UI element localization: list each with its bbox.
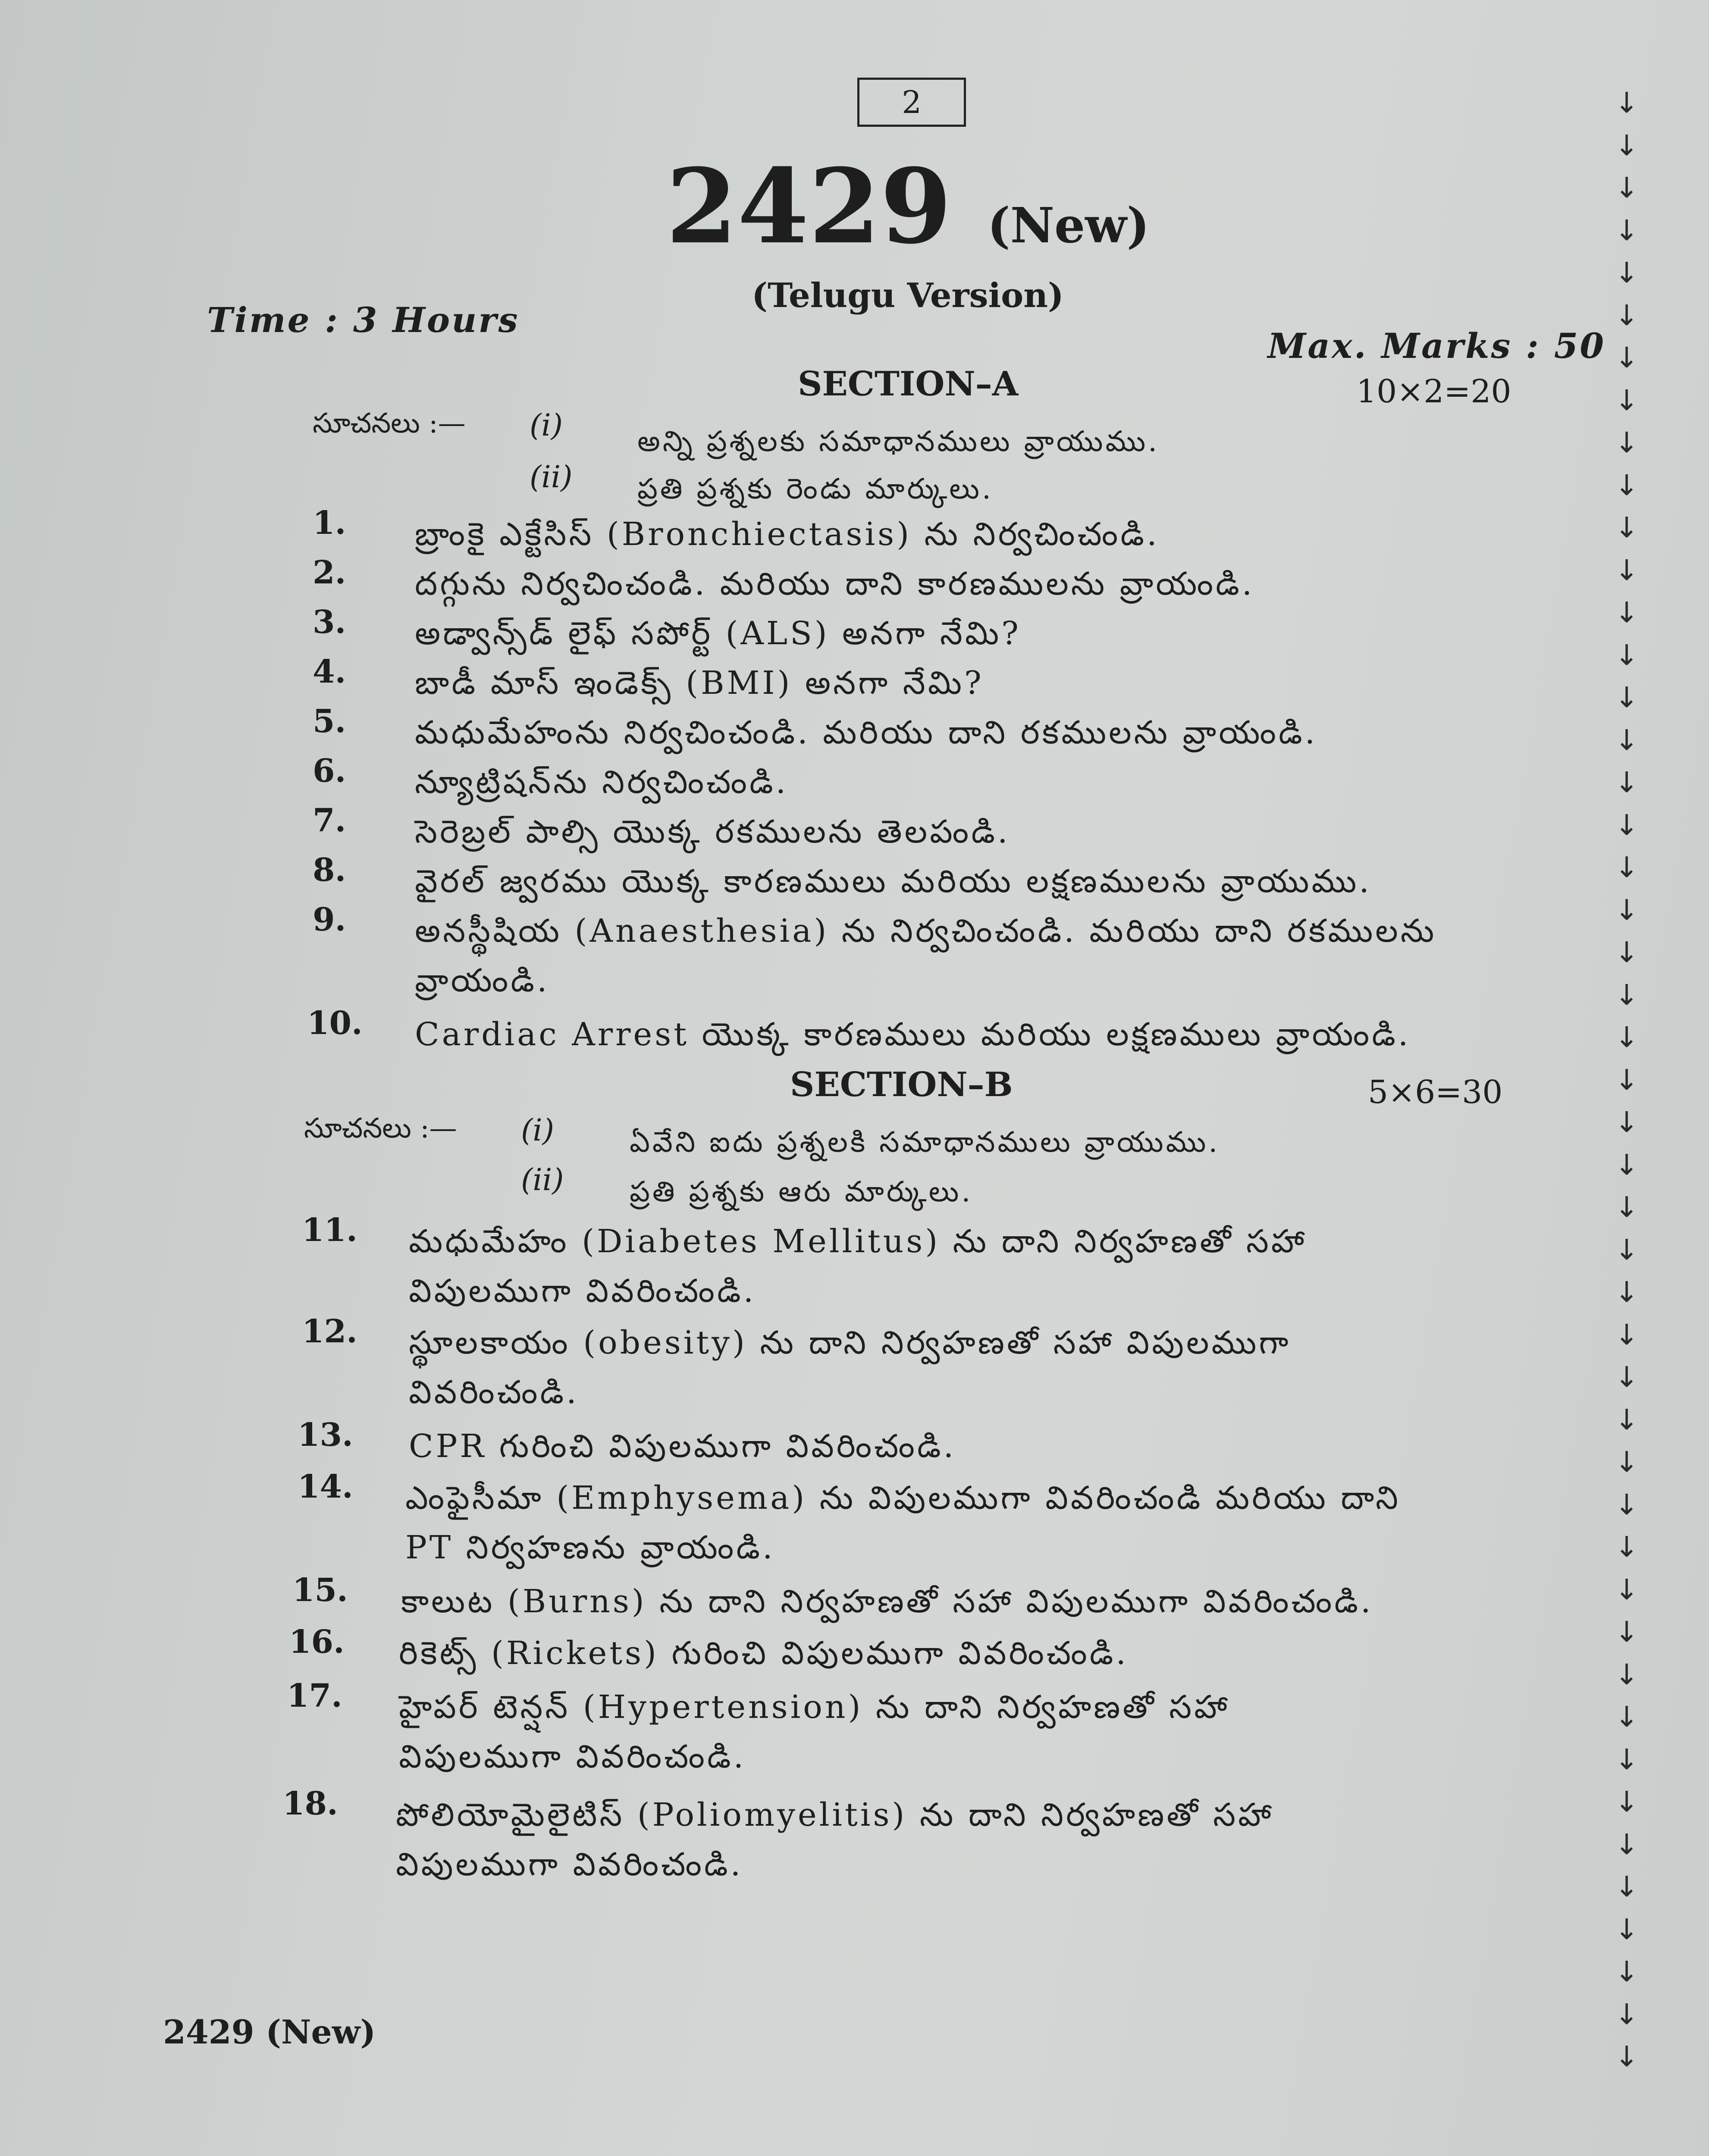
down-arrow-icon: ↓ [1615, 851, 1639, 884]
down-arrow-icon: ↓ [1615, 1997, 1639, 2031]
down-arrow-icon: ↓ [1615, 511, 1639, 544]
down-arrow-icon: ↓ [1615, 1573, 1639, 1606]
question-text: విపులముగా వివరించండి. [399, 1738, 746, 1775]
down-arrow-icon: ↓ [1615, 1063, 1639, 1097]
question-text: స్థూలకాయం (obesity) ను దాని నిర్వహణతో సహా విపులముగా [409, 1324, 1291, 1361]
section-a-title: SECTION–A [798, 364, 1019, 404]
question-text: వైరల్ జ్వరము యొక్క కారణములు మరియు లక్షణములను వ్రాయుము. [415, 863, 1372, 900]
question-text: అడ్వాన్స్‌డ్ లైఫ్ సపోర్ట్ (ALS) అనగా నేమి? [415, 615, 1021, 652]
paper-variant: (New) [987, 197, 1150, 254]
section-b-marks: 5×6=30 [1368, 1074, 1503, 1111]
down-arrow-icon: ↓ [1615, 298, 1639, 332]
instruction-text: ప్రతి ప్రశ్నకు రెండు మార్కులు. [637, 472, 994, 505]
question-text: విపులముగా వివరించండి. [409, 1272, 756, 1310]
question-number: 8. [313, 852, 346, 889]
question-text: PT నిర్వహణను వ్రాయండి. [405, 1529, 775, 1566]
question-text: మధుమేహంను నిర్వచించండి. మరియు దాని రకములను వ్రాయండి. [415, 714, 1318, 751]
down-arrow-icon: ↓ [1615, 596, 1639, 629]
question-text: సెరెబ్రల్ పాల్సి యొక్క రకములను తెలపండి. [415, 813, 1010, 850]
down-arrow-icon: ↓ [1615, 1912, 1639, 1946]
question-text: న్యూట్రిషన్‌ను నిర్వచించండి. [415, 764, 789, 801]
down-arrow-icon: ↓ [1615, 468, 1639, 502]
down-arrow-icon: ↓ [1615, 1233, 1639, 1266]
page-number-box: 2 [857, 78, 966, 127]
question-text: పోలియోమైలైటిస్ (Poliomyelitis) ను దాని నిర్వహణతో సహా [396, 1796, 1274, 1833]
instruction-text: ప్రతి ప్రశ్నకు ఆరు మార్కులు. [630, 1175, 973, 1208]
down-arrow-icon: ↓ [1615, 1148, 1639, 1181]
down-arrow-icon: ↓ [1615, 1615, 1639, 1648]
question-text: హైపర్ టెన్షన్ (Hypertension) ను దాని నిర్వహణతో సహా [399, 1689, 1230, 1726]
question-number: 18. [282, 1785, 338, 1822]
down-arrow-icon: ↓ [1615, 256, 1639, 289]
question-number: 14. [298, 1468, 353, 1505]
instructions-label: సూచనలు :— [304, 1112, 457, 1144]
down-arrow-icon: ↓ [1615, 936, 1639, 969]
down-arrow-icon: ↓ [1615, 171, 1639, 204]
question-number: 15. [292, 1572, 348, 1609]
question-number: 3. [313, 604, 346, 641]
instruction-roman: (ii) [530, 459, 573, 495]
down-arrow-icon: ↓ [1615, 893, 1639, 927]
question-text: CPR గురించి విపులముగా వివరించండి. [409, 1428, 956, 1465]
down-arrow-icon: ↓ [1615, 1827, 1639, 1861]
question-number: 9. [313, 901, 346, 938]
question-text: విపులముగా వివరించండి. [396, 1846, 743, 1883]
down-arrow-icon: ↓ [1615, 1700, 1639, 1733]
instruction-text: ఏవేని ఐదు ప్రశ్నలకి సమాధానములు వ్రాయుము. [630, 1125, 1220, 1159]
question-text: వ్రాయండి. [415, 962, 550, 999]
down-arrow-icon: ↓ [1615, 1106, 1639, 1139]
down-arrow-icon: ↓ [1615, 1785, 1639, 1818]
question-text: మధుమేహం (Diabetes Mellitus) ను దాని నిర్వహణతో సహా [409, 1223, 1307, 1260]
language-version: (Telugu Version) [752, 276, 1064, 315]
question-text: దగ్గును నిర్వచించండి. మరియు దాని కారణములను వ్రాయండి. [415, 565, 1255, 602]
down-arrow-icon: ↓ [1615, 1403, 1639, 1436]
down-arrow-icon: ↓ [1615, 808, 1639, 842]
down-arrow-icon: ↓ [1615, 638, 1639, 672]
down-arrow-icon: ↓ [1615, 1658, 1639, 1691]
question-number: 6. [313, 752, 346, 790]
question-number: 2. [313, 554, 346, 591]
down-arrow-icon: ↓ [1615, 383, 1639, 417]
question-number: 16. [289, 1623, 345, 1661]
footer-paper-code: 2429 (New) [163, 2013, 376, 2051]
down-arrow-icon: ↓ [1615, 1742, 1639, 1776]
down-arrow-icon: ↓ [1615, 1275, 1639, 1309]
down-arrow-icon: ↓ [1615, 1870, 1639, 1903]
down-arrow-icon: ↓ [1615, 978, 1639, 1012]
down-arrow-icon: ↓ [1615, 128, 1639, 162]
question-number: 5. [313, 703, 346, 740]
down-arrow-icon: ↓ [1615, 213, 1639, 247]
down-arrow-icon: ↓ [1615, 86, 1639, 119]
question-text: ఎంఫైసీమా (Emphysema) ను విపులముగా వివరించండి మరియు దాని [405, 1479, 1401, 1517]
section-a-marks: 10×2=20 [1356, 373, 1511, 410]
down-arrow-icon: ↓ [1615, 681, 1639, 714]
question-text: వివరించండి. [409, 1374, 579, 1411]
question-text: రికెట్స్ (Rickets) గురించి విపులముగా వివరించండి. [399, 1635, 1129, 1672]
question-text: Cardiac Arrest యొక్క కారణములు మరియు లక్షణములు వ్రాయండి. [415, 1016, 1411, 1053]
question-number: 10. [307, 1005, 363, 1042]
max-marks: Max. Marks : 50 [1267, 326, 1606, 366]
down-arrow-icon: ↓ [1615, 1530, 1639, 1564]
down-arrow-icon: ↓ [1615, 2040, 1639, 2073]
question-number: 13. [298, 1416, 353, 1454]
question-text: బ్రాంకై ఎక్టేసిస్ (Bronchiectasis) ను నిర్వచించండి. [415, 516, 1160, 553]
paper-code: 2429 [666, 147, 952, 267]
down-arrow-icon: ↓ [1615, 553, 1639, 587]
instructions-label: సూచనలు :— [313, 407, 466, 439]
question-text: అనస్థీషియ (Anaesthesia) ను నిర్వచించండి. మరియు దాని రకములను [415, 912, 1437, 950]
question-text: బాడీ మాస్ ఇండెక్స్ (BMI) అనగా నేమి? [415, 664, 984, 702]
down-arrow-icon: ↓ [1615, 766, 1639, 799]
down-arrow-icon: ↓ [1615, 1360, 1639, 1394]
paper-code-title [0, 147, 1709, 267]
down-arrow-icon: ↓ [1615, 341, 1639, 374]
down-arrow-icon: ↓ [1615, 1488, 1639, 1521]
down-arrow-icon: ↓ [1615, 1191, 1639, 1224]
down-arrow-icon: ↓ [1615, 1445, 1639, 1479]
question-number: 12. [302, 1313, 357, 1350]
instruction-text: అన్ని ప్రశ్నలకు సమాధానములు వ్రాయుము. [637, 425, 1160, 458]
question-text: కాలుట (Burns) ను దాని నిర్వహణతో సహా విపులముగా వివరించండి. [401, 1583, 1373, 1620]
down-arrow-icon: ↓ [1615, 723, 1639, 757]
margin-arrow-column [1614, 82, 1640, 2078]
instruction-roman: (i) [530, 407, 563, 443]
down-arrow-icon: ↓ [1615, 426, 1639, 459]
question-number: 1. [313, 505, 346, 542]
question-number: 4. [313, 653, 346, 690]
down-arrow-icon: ↓ [1615, 1021, 1639, 1054]
section-b-title: SECTION–B [790, 1065, 1013, 1104]
time-allowed: Time : 3 Hours [207, 300, 520, 340]
question-number: 11. [302, 1212, 357, 1249]
question-number: 7. [313, 802, 346, 839]
question-number: 17. [287, 1677, 342, 1714]
instruction-roman: (ii) [521, 1162, 564, 1197]
instruction-roman: (i) [521, 1112, 555, 1148]
down-arrow-icon: ↓ [1615, 1318, 1639, 1351]
down-arrow-icon: ↓ [1615, 1955, 1639, 1988]
